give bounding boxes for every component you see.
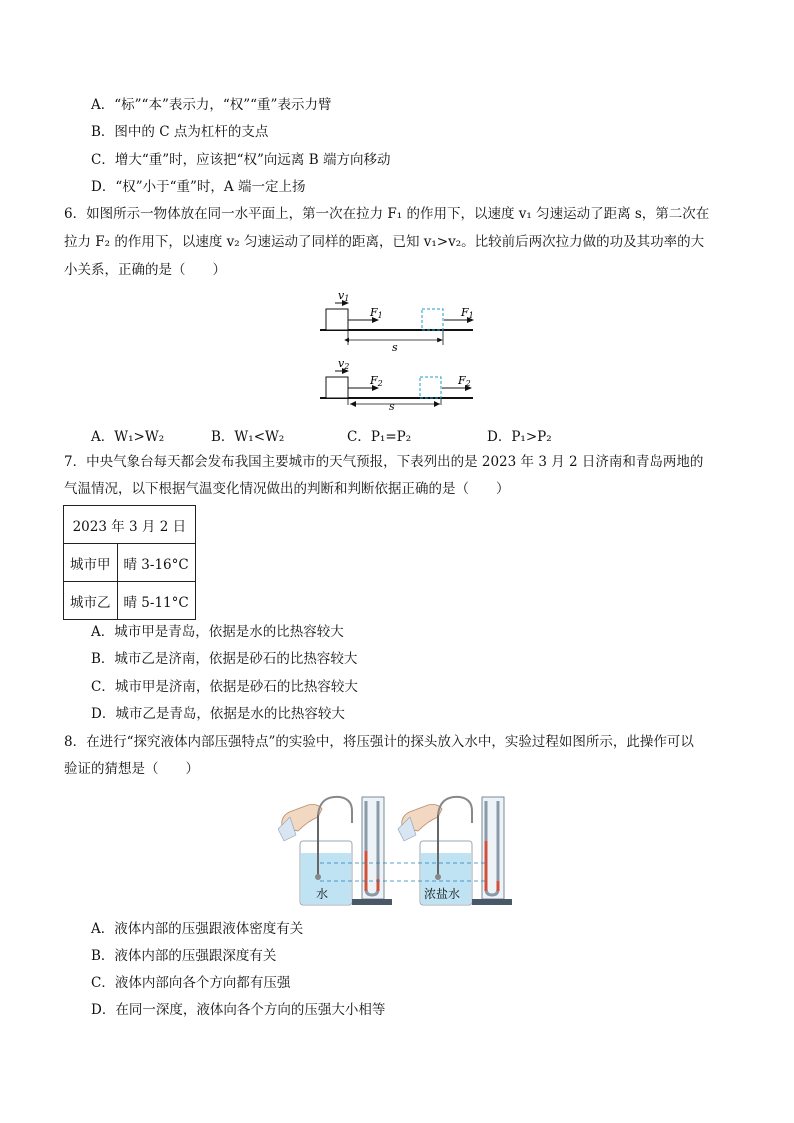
svg-text:F2: F2 — [458, 374, 471, 388]
q7-stem-line-1: 7．中央气象台每天都会发布我国主要城市的天气预报，下表列出的是 2023 年 3 月 2 日济南和青岛两地的 — [64, 454, 704, 470]
q7-weather-cell: 晴 3-16°C — [117, 544, 195, 582]
q8-stem-line-2: 验证的猜想是（ ） — [64, 761, 199, 777]
q7-city-cell: 城市乙 — [64, 582, 118, 620]
q7-city-cell: 城市甲 — [64, 544, 118, 582]
q6-bottom-distance-arrow — [348, 400, 443, 410]
q6-top-scene — [320, 289, 474, 354]
q8-label-brine: 浓盐水 — [424, 887, 461, 901]
svg-text:s: s — [392, 341, 398, 354]
svg-text:v1: v1 — [338, 289, 350, 303]
q8-pressure-gauge-diagram — [278, 793, 518, 913]
q6-options — [91, 425, 611, 443]
q8-option-a: A．液体内部的压强跟液体密度有关 — [91, 921, 304, 937]
q7-table-header: 2023 年 3 月 2 日 — [64, 506, 196, 544]
q5-option-d: D．“权”小于“重”时，A 端一定上扬 — [91, 179, 306, 195]
q7-option-c: C．城市甲是济南，依据是砂石的比热容较大 — [91, 679, 358, 695]
q7-option-d: D．城市乙是青岛，依据是水的比热容较大 — [91, 706, 345, 722]
svg-text:F1: F1 — [370, 306, 383, 320]
q6-bottom-s-label: s — [389, 400, 395, 413]
q8-label-water: 水 — [316, 887, 329, 901]
q6-bottom-scene — [320, 357, 473, 405]
q8-stem-line-1: 8．在进行“探究液体内部压强特点”的实验中，将压强计的探头放入水中，实验过程如图所示，此操作可以 — [64, 734, 694, 750]
q6-stem-line-2: 拉力 F₂ 的作用下，以速度 v₂ 匀速运动了同样的距离，已知 v₁>v₂。比较前后两次拉力做的功及其功率的大 — [64, 234, 705, 250]
q6-option-a: A．W₁>W₂ — [91, 429, 165, 445]
q5-option-a: A．“标”“本”表示力，“权”“重”表示力臂 — [91, 97, 332, 113]
q7-stem-line-2: 气温情况，以下根据气温变化情况做出的判断和判断依据正确的是（ ） — [64, 481, 510, 497]
svg-text:F1: F1 — [461, 306, 474, 320]
q7-option-b: B．城市乙是济南，依据是砂石的比热容较大 — [91, 651, 358, 667]
q7-option-a: A．城市甲是青岛，依据是水的比热容较大 — [91, 624, 344, 640]
q7-weather-cell: 晴 5-11°C — [117, 582, 195, 620]
q6-stem-line-1: 6．如图所示一物体放在同一水平面上，第一次在拉力 F₁ 的作用下，以速度 v₁ 匀速运动了距离 s，第二次在 — [64, 206, 710, 222]
q6-option-c: C．P₁=P₂ — [347, 429, 412, 445]
svg-text:v2: v2 — [338, 357, 350, 371]
q8-option-b: B．液体内部的压强跟深度有关 — [91, 948, 277, 964]
svg-text:F2: F2 — [370, 374, 383, 388]
q5-option-c: C．增大“重”时，应该把“权”向远离 B 端方向移动 — [91, 152, 391, 168]
table-row — [64, 544, 196, 582]
q8-option-c: C．液体内部向各个方向都有压强 — [91, 975, 291, 991]
q8-left-setup — [278, 797, 392, 905]
table-row — [64, 582, 196, 620]
q5-option-b: B．图中的 C 点为杠杆的支点 — [91, 124, 269, 140]
q6-option-b: B．W₁<W₂ — [211, 429, 285, 445]
q7-weather-table — [63, 505, 196, 620]
q6-option-d: D．P₁>P₂ — [487, 429, 552, 445]
q6-motion-diagram — [318, 285, 483, 405]
q8-option-d: D．在同一深度，液体向各个方向的压强大小相等 — [91, 1002, 386, 1018]
q6-stem-line-3: 小关系，正确的是（ ） — [64, 262, 226, 278]
